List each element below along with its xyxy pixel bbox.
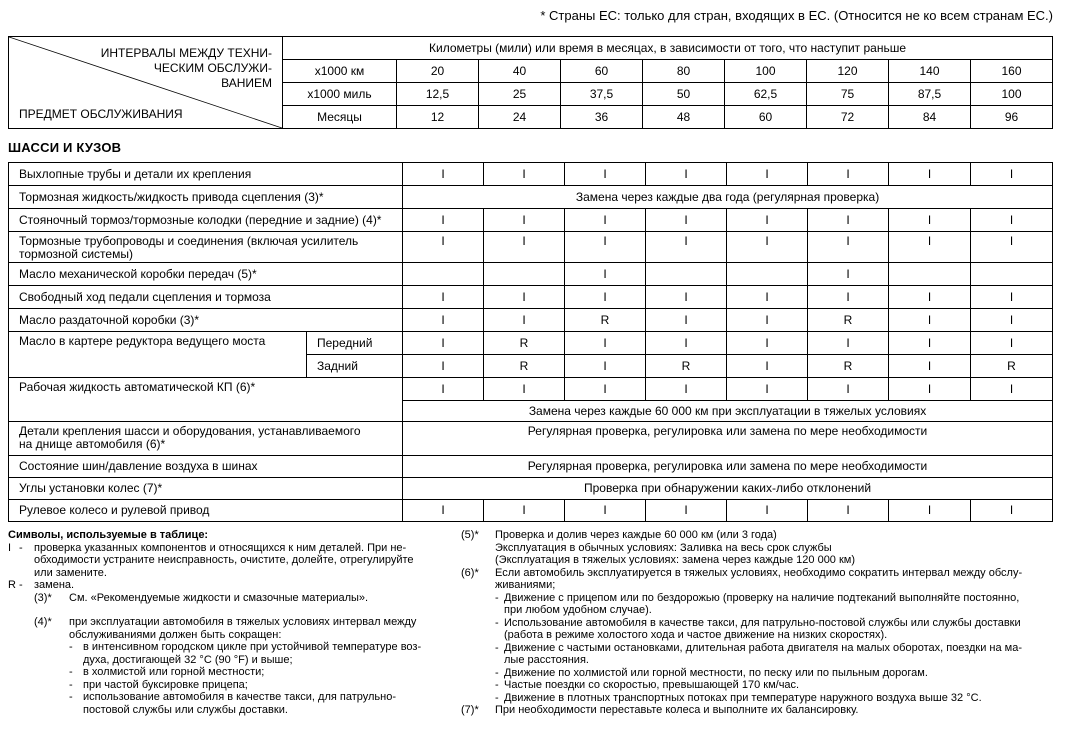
footnote-6: (6)* Если автомобиль эксплуатируется в тяжелых условиях, необходимо сократить интервал между обслу- живаниями; (461, 566, 1023, 591)
footnote-5: (5)* Проверка и долив через каждые 60 000 км (или 3 года) Эксплуатация в обычных условиях: Заливка на весь срок службы (Эксплуатация в тяжелых условиях: замена через каждые 120 000 км) (461, 529, 856, 566)
footnote-4-item: - в холмистой или горной местности; (69, 666, 265, 678)
header-caption: Километры (мили) или время в месяцах, в зависимости от того, что наступит раньше (283, 37, 1053, 60)
footnote-4-item: - использование автомобиля в качестве такси, для патрульно- постовой службы или службы доставки. (69, 691, 397, 716)
item-label: ПРЕДМЕТ ОБСЛУЖИВАНИЯ (19, 107, 183, 121)
footnote-6-item: - Движение с прицепом или по бездорожью (проверку на наличие подтеканий выполняйте постоянно, при любом удобном случае). (495, 591, 1020, 616)
footnotes-right (461, 529, 1061, 717)
footnote-6-item: - Движение с частыми остановками, длительная работа двигателя на малых оборотах, поездки на ма- лые расстояния. (495, 641, 1023, 666)
table-row-axle-rear: Задний I R I R I R I R (9, 355, 1053, 378)
footnote-6-item: - Использование автомобиля в качестве такси, для патрульно-постовой службы или службы доставки (работа в режиме холостого хода и частое движение на низких скоростях). (495, 616, 1021, 641)
legend-title: Символы, используемые в таблице: (8, 529, 209, 541)
table-row-transfer-case: Масло раздаточной коробки (3)* I I R I I R I I (9, 309, 1053, 332)
footnotes-left (8, 529, 444, 716)
footnote-6-item: - Движение по холмистой или горной местности, по песку или по пыльным дорогам. (495, 666, 928, 679)
maintenance-table (8, 162, 1053, 522)
header-row-km: x1000 км 20 40 60 80 100 120 140 160 (9, 60, 1053, 83)
table-row-exhaust: Выхлопные трубы и детали их крепления I I I I I I I I (9, 163, 1053, 186)
footnote-4-item: - при частой буксировке прицепа; (69, 678, 248, 691)
table-row-atf-note: Замена через каждые 60 000 км при эксплуатации в тяжелых условиях (9, 401, 1053, 422)
footnote-3: (3)* См. «Рекомендуемые жидкости и смазочные материалы». (34, 591, 369, 604)
table-row-alignment: Углы установки колес (7)* Проверка при обнаружении каких-либо отклонений (9, 478, 1053, 500)
table-row-manual-gearbox: Масло механической коробки передач (5)* I I (9, 263, 1053, 286)
header-diagonal-cell (9, 37, 283, 129)
table-row-parking-brake: Стояночный тормоз/тормозные колодки (передние и задние) (4)* I I I I I I I I (9, 209, 1053, 232)
footnote-6-item: - Движение в плотных транспортных потоках при температуре наружного воздуха выше 32 °C. (495, 691, 982, 704)
footnote-4-item: - в интенсивном городском цикле при устойчивой температуре воз- духа, достигающей 32 °C (90 °F) и выше; (69, 641, 422, 666)
table-row-steering: Рулевое колесо и рулевой привод I I I I I I I I (9, 500, 1053, 522)
footnote-7: (7)* При необходимости переставьте колеса и выполните их балансировку. (461, 704, 859, 716)
legend-i: I - проверка указанных компонентов и относящихся к ним деталей. При не- обходимости устраните неисправность, очистите, долейте, отрегулируйте или замените. (8, 541, 414, 579)
table-row-tires: Состояние шин/давление воздуха в шинах Регулярная проверка, регулировка или замена по мере необходимости (9, 456, 1053, 478)
footnote-4: (4)* при эксплуатации автомобиля в тяжелых условиях интервал между обслуживаниями должен быть сокращен: (34, 616, 417, 641)
footnote-6-item: - Частые поездки со скоростью, превышающей 170 км/час. (495, 679, 800, 691)
interval-header-table (8, 36, 1053, 129)
interval-label: ИНТЕРВАЛЫ МЕЖДУ ТЕХНИ- ЧЕСКИМ ОБСЛУЖИ- ВАНИЕМ (100, 46, 272, 90)
table-row-atf: Рабочая жидкость автоматической КП (6)* I I I I I I I I (9, 378, 1053, 401)
table-row-underbody: Детали крепления шасси и оборудования, устанавливаемого на днище автомобиля (6)* Регулярная проверка, регулировка или замена по мере необходимости (9, 422, 1053, 456)
table-row-brake-fluid: Тормозная жидкость/жидкость привода сцепления (3)* Замена через каждые два года (регулярная проверка) (9, 186, 1053, 209)
top-note: * Страны ЕС: только для стран, входящих в ЕС. (Относится не ко всем странам ЕС.) (540, 8, 1053, 23)
header-row-miles: x1000 миль 12,5 25 37,5 50 62,5 75 87,5 100 (9, 83, 1053, 106)
section-title: ШАССИ И КУЗОВ (8, 140, 122, 155)
table-row-pedal-play: Свободный ход педали сцепления и тормоза I I I I I I I I (9, 286, 1053, 309)
header-row-months: Месяцы 12 24 36 48 60 72 84 96 (9, 106, 1053, 129)
legend-r: R - замена. (8, 579, 75, 591)
table-row-brake-lines: Тормозные трубопроводы и соединения (включая усилитель тормозной системы) I I I I I I I I (9, 232, 1053, 263)
table-row-axle-front: Масло в картере редуктора ведущего моста Передний I R I I I I I I (9, 332, 1053, 355)
